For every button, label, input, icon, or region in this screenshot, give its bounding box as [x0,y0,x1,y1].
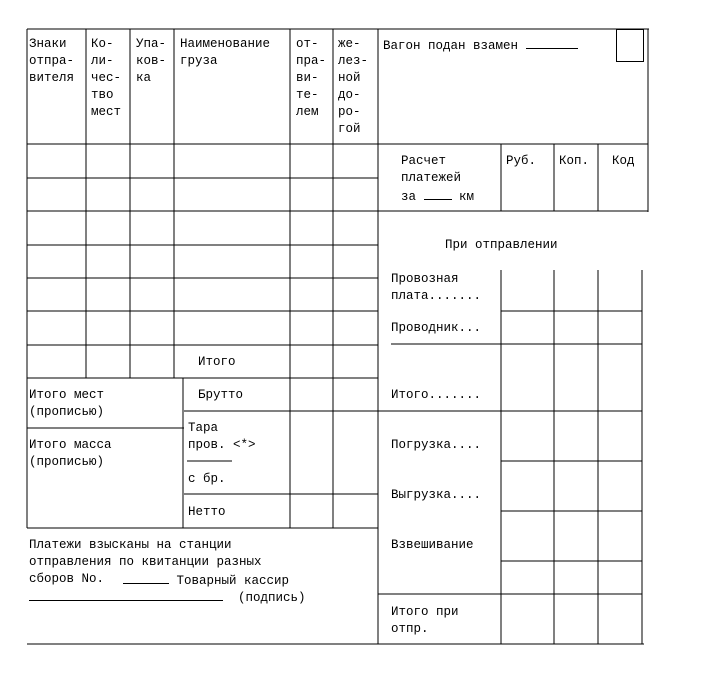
wagon-substitute-label [383,36,578,55]
tare-checked-label: Тара пров. <*> [188,421,256,452]
col-header-cargo-name: Наименование груза [180,37,271,68]
cargo-total-label: Итого [198,355,236,369]
conductor-label: Проводник... [391,321,482,335]
col-header-places-count: Ко- ли- чес- тво мест [91,37,122,119]
unloading-label: Выгрузка.... [391,488,482,502]
payments-collected-text: Платежи взысканы на станции отправления по квитанции разных сборов No. [29,538,262,586]
payment-calc-title-3 [401,187,474,206]
net-label: Нетто [188,505,226,519]
col-header-code: Код [612,154,635,168]
payment-calc-title-2: платежей [401,171,462,185]
payment-calc-prefix: за [401,190,417,204]
col-header-by-sender: от- пра- ви- те- лем [296,37,327,119]
on-departure-heading: При отправлении [445,238,558,252]
wagon-substitute-text: Вагон подан взамен [383,39,519,53]
col-header-packing: Упа- ков- ка [136,37,167,85]
gross-label: Брутто [198,388,244,402]
col-header-rub: Руб. [506,154,537,168]
km-blank [424,187,452,200]
cashier-label: Товарный кассир [176,574,290,588]
total-mass-label: Итого масса (прописью) [29,438,112,469]
payment-calc-suffix: км [459,190,475,204]
payment-calc-title-1: Расчет [401,154,447,168]
total-at-departure-label: Итого при отпр. [391,605,459,636]
weighing-label: Взвешивание [391,538,474,552]
receipt-number-blank [123,571,169,584]
wagon-substitute-blank [526,36,578,49]
departure-total-label: Итого....... [391,388,482,402]
signature-label: (подпись) [238,591,306,605]
wagon-number-box [616,29,644,62]
loading-label: Погрузка.... [391,438,482,452]
freight-charge-label: Провозная плата....... [391,272,482,303]
total-places-label: Итого мест (прописью) [29,388,105,419]
col-header-kop: Коп. [559,154,590,168]
col-header-by-railway: же- лез- ной до- ро- гой [338,37,369,136]
signature-blank [29,588,223,601]
signature-line [29,588,306,607]
with-br-label: с бр. [188,472,226,486]
col-header-sender-marks: Знаки отпра- вителя [29,37,75,85]
